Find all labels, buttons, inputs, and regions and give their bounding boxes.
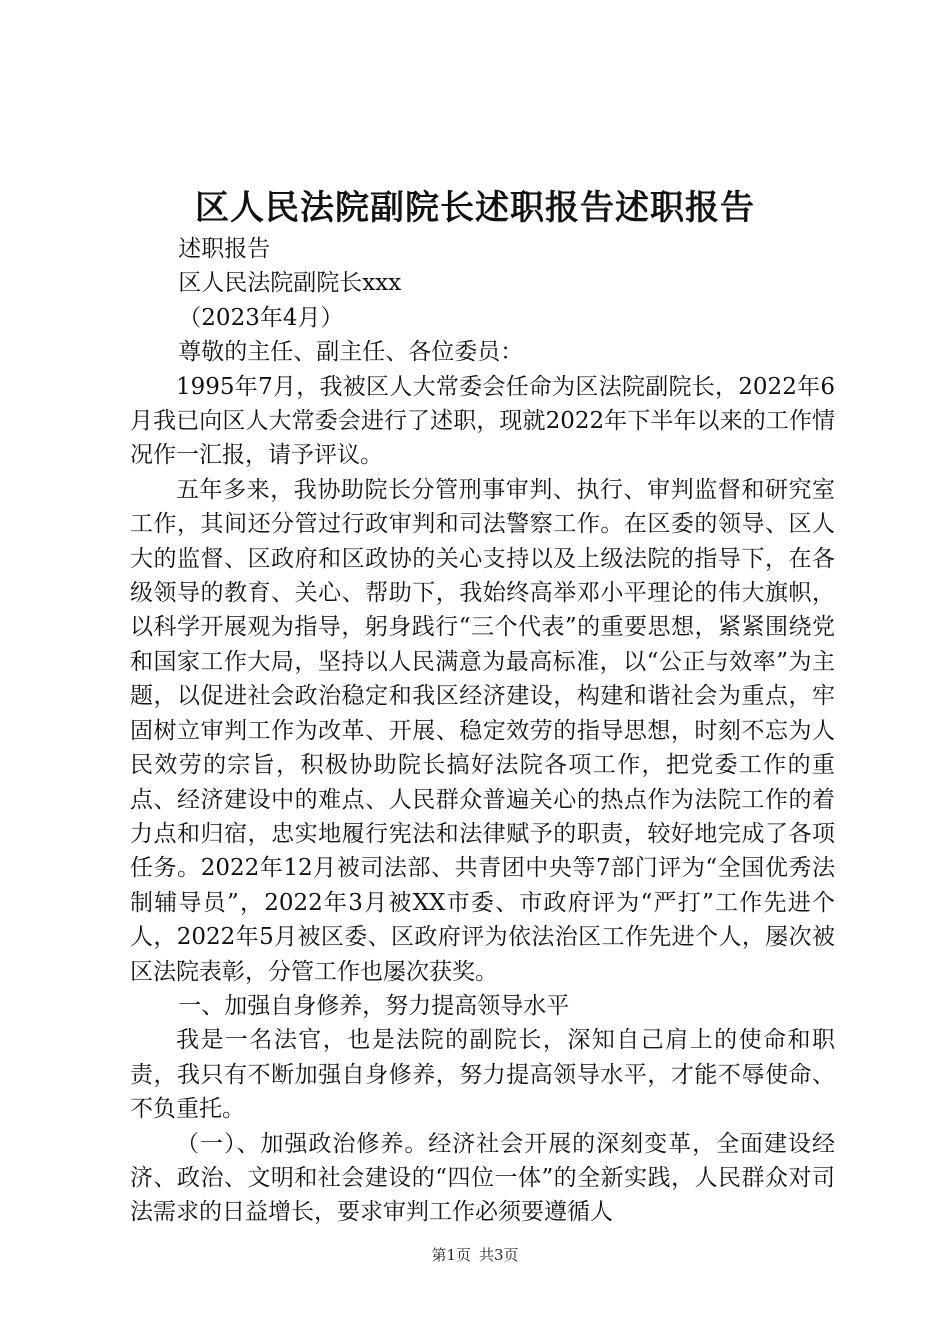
page-total: 共3页 — [479, 1246, 519, 1264]
document-title: 区人民法院副院长述职报告述职报告 — [195, 188, 755, 228]
salutation: 尊敬的主任、副主任、各位委员： — [178, 339, 524, 366]
header-line-report: 述职报告 — [178, 236, 271, 262]
paragraph: 1995年7月，我被区人大常委会任命为区法院副院长，2022年6月我已向区人大常委会进行了述职，现就2022年下半年以来的工作情况作一汇报，请予评议。 — [130, 373, 835, 469]
header-line-date: （2023年4月） — [178, 304, 344, 331]
paragraph: （一）、加强政治修养。经济社会开展的深刻变革，全面建设经济、政治、文明和社会建设的“四位一体”的全新实践，人民群众对司法需求的日益增长，要求审判工作必须要遵循人 — [130, 1130, 835, 1226]
page-footer — [0, 1244, 950, 1265]
header-line-author: 区人民法院副院长xxx — [178, 270, 402, 297]
page-number: 第1页 — [431, 1246, 471, 1264]
paragraph: 五年多来，我协助院长分管刑事审判、执行、审判监督和研究室工作，其间还分管过行政审判和司法警察工作。在区委的领导、区人大的监督、区政府和区政协的关心支持以及上级法院的指导下，在各级领导的教育、关心、帮助下，我始终高举邓小平理论的伟大旗帜，以科学开展观为指导，躬身践行“三个代表”的重要思想，紧紧围绕党和国家工作大局，坚持以人民满意为最高标准，以“公正与效率”为主题，以促进社会政治稳定和我区经济建设，构建和谐社会为重点，牢固树立审判工作为改革、开展、稳定效劳的指导思想，时刻不忘为人民效劳的宗旨，积极协助院长搞好法院各项工作，把党委工作的重点、经济建设中的难点、人民群众普遍关心的热点作为法院工作的着力点和归宿，忠实地履行宪法和法律赋予的职责，较好地完成了各项任务。2022年12月被司法部、共青团中央等7部门评为“全国优秀法制辅导员”，2022年3月被XX市委、市政府评为“严打”工作先进个人，2022年5月被区委、区政府评为依法治区工作先进个人，屡次被区法院表彰，分管工作也屡次获奖。 — [130, 476, 835, 985]
document-body — [130, 232, 835, 1230]
section-heading: 一、加强自身修养，努力提高领导水平 — [178, 992, 570, 1019]
paragraph: 我是一名法官，也是法院的副院长，深知自己肩上的使命和职责，我只有不断加强自身修养，努力提高领导水平，才能不辱使命、不负重托。 — [130, 1027, 835, 1123]
